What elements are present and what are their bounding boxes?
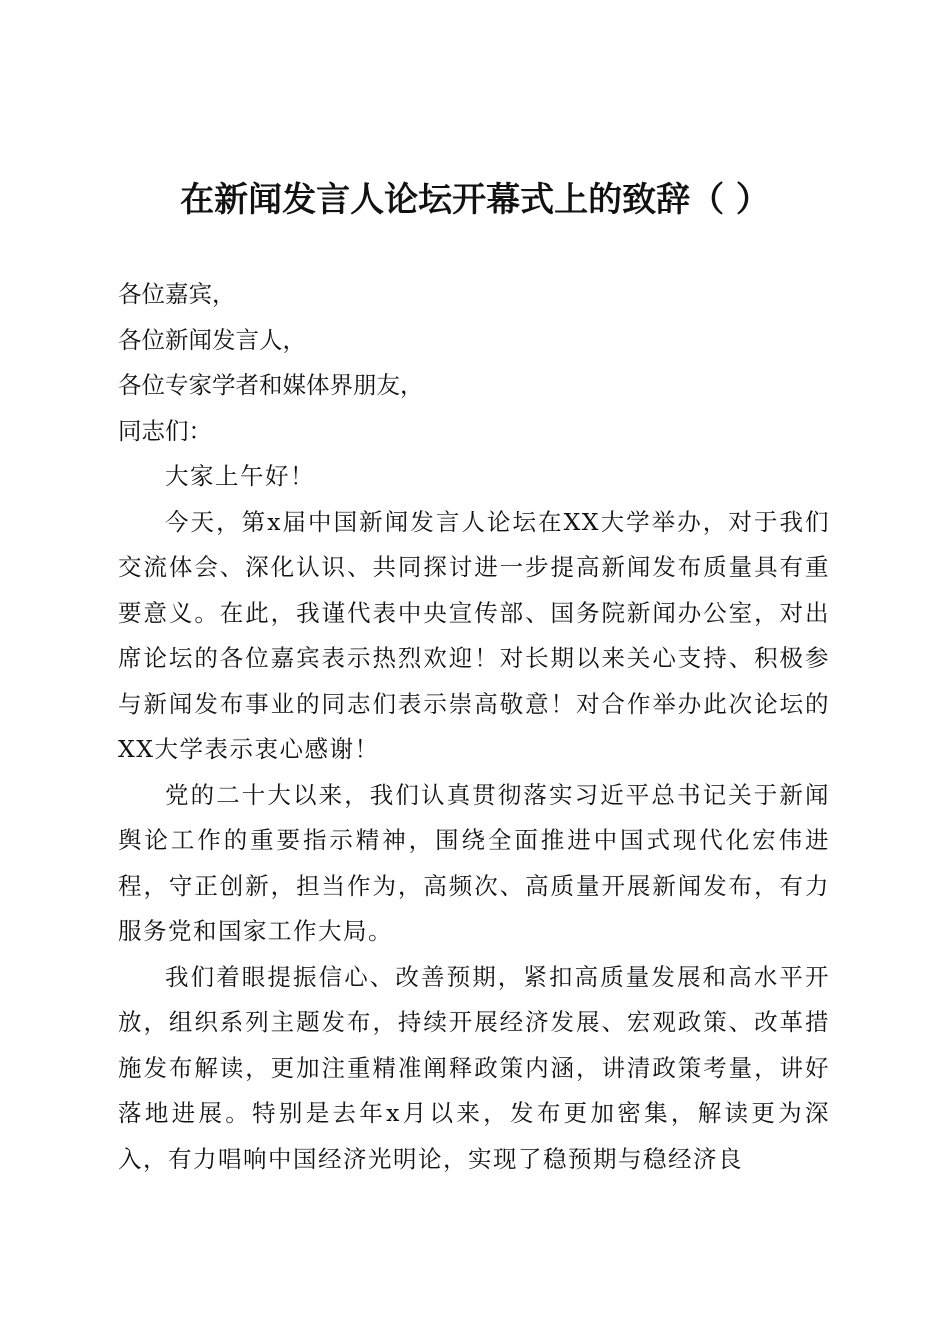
body-paragraph: 党的二十大以来，我们认真贯彻落实习近平总书记关于新闻舆论工作的重要指示精神，围绕全面推进中国式现代化宏伟进程，守正创新，担当作为，高频次、高质量开展新闻发布，有力服务党和国家工作大局。 <box>118 780 830 945</box>
salutation-line: 同志们： <box>118 416 212 445</box>
body-paragraph: 大家上午好！ <box>165 462 315 490</box>
body-paragraph: 我们着眼提振信心、改善预期，紧扣高质量发展和高水平开放，组织系列主题发布，持续开展经济发展、宏观政策、改革措施发布解读，更加注重精准阐释政策内涵，讲清政策考量，讲好落地进展。特别是去年x月以来，发布更加密集，解读更为深入，有力唱响中国经济光明论，实现了稳预期与稳经济良 <box>118 962 830 1173</box>
salutation-line: 各位专家学者和媒体界朋友， <box>118 371 424 399</box>
salutation-line: 各位新闻发言人， <box>118 325 306 354</box>
document-title: 在新闻发言人论坛开幕式上的致辞（ ） <box>180 180 770 220</box>
body-paragraph: 今天，第x届中国新闻发言人论坛在XX大学举办，对于我们交流体会、深化认识、共同探讨进一步提高新闻发布质量具有重要意义。在此，我谨代表中央宣传部、国务院新闻办公室，对出席论坛的各位嘉宾表示热烈欢迎！对长期以来关心支持、积极参与新闻发布事业的同志们表示崇高敬意！对合作举办此次论坛的XX大学表示衷心感谢！ <box>118 507 830 763</box>
salutation-line: 各位嘉宾， <box>118 280 236 308</box>
document-body <box>118 272 830 1182</box>
